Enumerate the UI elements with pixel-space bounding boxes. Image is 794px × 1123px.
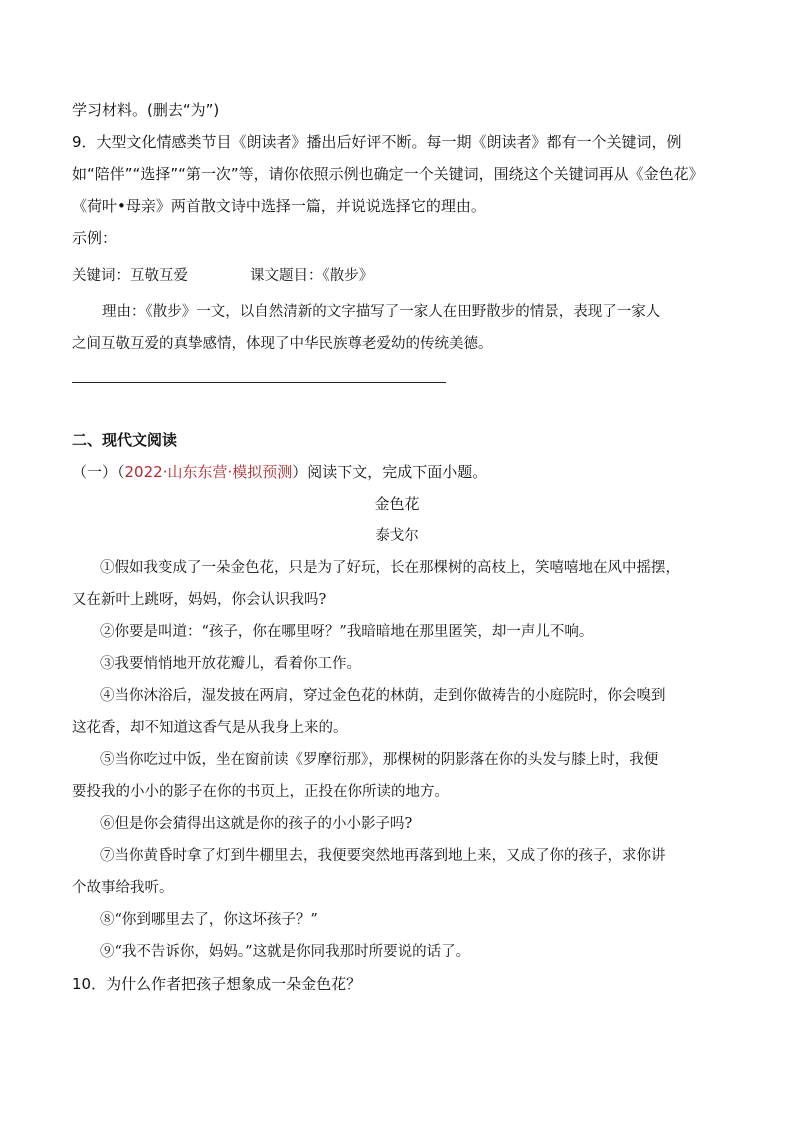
poem-paragraph: ①假如我变成了一朵金色花，只是为了好玩，长在那棵树的高枝上，笑嘻嘻地在风中摇摆， bbox=[100, 560, 680, 576]
poem-paragraph: ②你要是叫道：“孩子，你在哪里呀？”我暗暗地在那里匿笑，却一声儿不响。 bbox=[100, 624, 594, 640]
q9-line-3: 《荷叶•母亲》两首散文诗中选择一篇，并说说选择它的理由。 bbox=[72, 197, 486, 215]
example-reason-line-2: 之间互敬互爱的真挚感情，体现了中华民族尊老爱幼的传统美德。 bbox=[72, 336, 493, 352]
example-label: 示例： bbox=[72, 229, 118, 247]
answer-line bbox=[72, 382, 446, 383]
q9-line-2: 如“陪伴”“选择”“第一次”等，请你依照示例也确定一个关键词，围绕这个关键词再从《金色花》 bbox=[72, 165, 704, 183]
poem-paragraph: 个故事给我听。 bbox=[72, 880, 174, 896]
q9-line-1: 9．大型文化情感类节目《朗读者》播出后好评不断。每一期《朗读者》都有一个关键词，例 bbox=[72, 133, 682, 151]
poem-paragraph: ⑤当你吃过中饭，坐在窗前读《罗摩衍那》，那棵树的阴影落在你的头发与膝上时，我便 bbox=[100, 752, 659, 768]
intro-source: 2022·山东东营·模拟预测 bbox=[124, 463, 293, 481]
poem-author: 泰戈尔 bbox=[375, 528, 419, 544]
example-keyword: 关键词：互敬互爱 bbox=[72, 268, 188, 284]
example-reason-line-1: 理由：《散步》一文，以自然清新的文字描写了一家人在田野散步的情景，表现了一家人 bbox=[102, 304, 661, 320]
poem-paragraph: ⑦当你黄昏时拿了灯到牛棚里去，我便要突然地再落到地上来，又成了你的孩子，求你讲 bbox=[100, 848, 666, 864]
poem-paragraph: ⑨“我不告诉你，妈妈。”这就是你同我那时所要说的话了。 bbox=[100, 944, 471, 960]
intro-suffix: ）阅读下文，完成下面小题。 bbox=[292, 463, 488, 481]
section-heading: 二、现代文阅读 bbox=[72, 431, 178, 449]
q8-answer-tail: 学习材料。(删去“为”) bbox=[72, 101, 220, 119]
poem-paragraph: 要投我的小小的影子在你的书页上，正投在你所读的地方。 bbox=[72, 784, 449, 800]
poem-title: 金色花 bbox=[374, 495, 420, 513]
poem-paragraph: 这花香，却不知道这香气是从我身上来的。 bbox=[72, 720, 348, 736]
reading-intro bbox=[72, 462, 487, 482]
poem-paragraph: ④当你沐浴后，湿发披在两肩，穿过金色花的林荫，走到你做祷告的小庭院时，你会嗅到 bbox=[100, 688, 666, 704]
poem-paragraph: ⑧“你到哪里去了，你这坏孩子？” bbox=[100, 912, 318, 928]
poem-paragraph: 又在新叶上跳呀，妈妈，你会认识我吗? bbox=[72, 592, 327, 608]
poem-paragraph: ⑥但是你会猜得出这就是你的孩子的小小影子吗? bbox=[100, 816, 413, 832]
poem-paragraph: ③我要悄悄地开放花瓣儿，看着你工作。 bbox=[100, 656, 361, 672]
question-10: 10．为什么作者把孩子想象成一朵金色花？ bbox=[72, 975, 362, 993]
example-title: 课文题目：《散步》 bbox=[250, 268, 374, 284]
intro-prefix: （一）（ bbox=[72, 463, 125, 481]
